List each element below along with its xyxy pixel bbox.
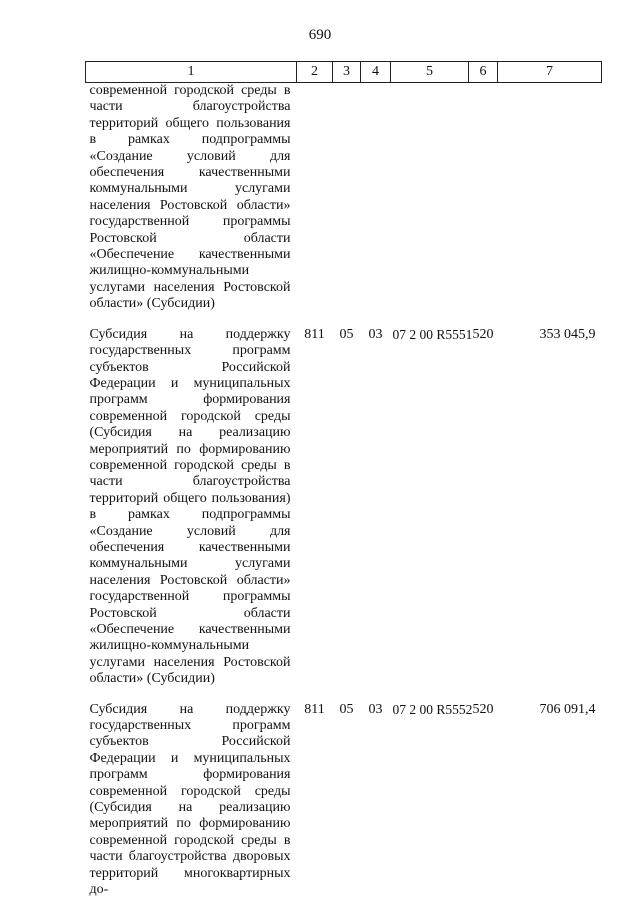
row-description: Субсидия на поддержку государственных программ субъектов Российской Федерации и муниципальных программ формирования современной городской среды (Субсидия на реализацию мероприятий по формированию современной городской среды в части благоустройства территорий общего пользования) в рамках подпрограммы «Создание условий для обеспечения качественными коммунальными услугами населения Ростовской области» государственной программы Ростовской области «Обеспечение качественными жилищно-коммунальными услугами населения Ростовской области» (Субсидии) [89, 326, 291, 687]
row-target-article [391, 83, 469, 313]
row-ministry-code [297, 83, 333, 313]
row-expense-type: 520 [472, 701, 494, 717]
budget-table [85, 61, 602, 899]
row-target-article: 07 2 00 R5552 [392, 701, 473, 717]
row-amount: 353 045,9 [539, 326, 596, 342]
column-header-6: 6 [469, 62, 498, 83]
column-header-4: 4 [361, 62, 391, 83]
table-row [86, 688, 602, 899]
column-number-header-row [86, 62, 602, 83]
row-expense-type: 520 [472, 326, 494, 342]
column-header-3: 3 [333, 62, 361, 83]
row-amount: 706 091,4 [539, 701, 596, 717]
row-ministry-code: 811 [304, 326, 325, 342]
row-section-code [333, 83, 361, 313]
row-description: Субсидия на поддержку государственных программ субъектов Российской Федерации и муниципальных программ формирования современной городской среды (Субсидия на реализацию мероприятий по формированию современной городской среды в части благоустройства дворовых территорий многоквартирных до- [89, 701, 291, 898]
column-header-2: 2 [297, 62, 333, 83]
column-header-7: 7 [498, 62, 602, 83]
table-row [86, 83, 602, 313]
page-number: 690 [308, 27, 332, 43]
row-subsection-code: 03 [368, 701, 383, 717]
row-subsection-code: 03 [368, 326, 383, 342]
row-subsection-code [361, 83, 391, 313]
row-ministry-code: 811 [304, 701, 325, 717]
row-section-code: 05 [339, 326, 354, 342]
row-amount [498, 83, 602, 313]
row-description: современной городской среды в части благоустройства территорий общего пользования в рамках подпрограммы «Создание условий для обеспечения качественными коммунальными услугами населения Ростовской области» государственной программы Ростовской области «Обеспечение качественными жилищно-коммунальными услугами населения Ростовской области» (Субсидии) [89, 83, 291, 312]
column-header-1: 1 [86, 62, 297, 83]
row-expense-type [469, 83, 498, 313]
row-target-article: 07 2 00 R5551 [392, 326, 473, 342]
row-section-code: 05 [339, 701, 354, 717]
column-header-5: 5 [391, 62, 469, 83]
table-row [86, 313, 602, 688]
